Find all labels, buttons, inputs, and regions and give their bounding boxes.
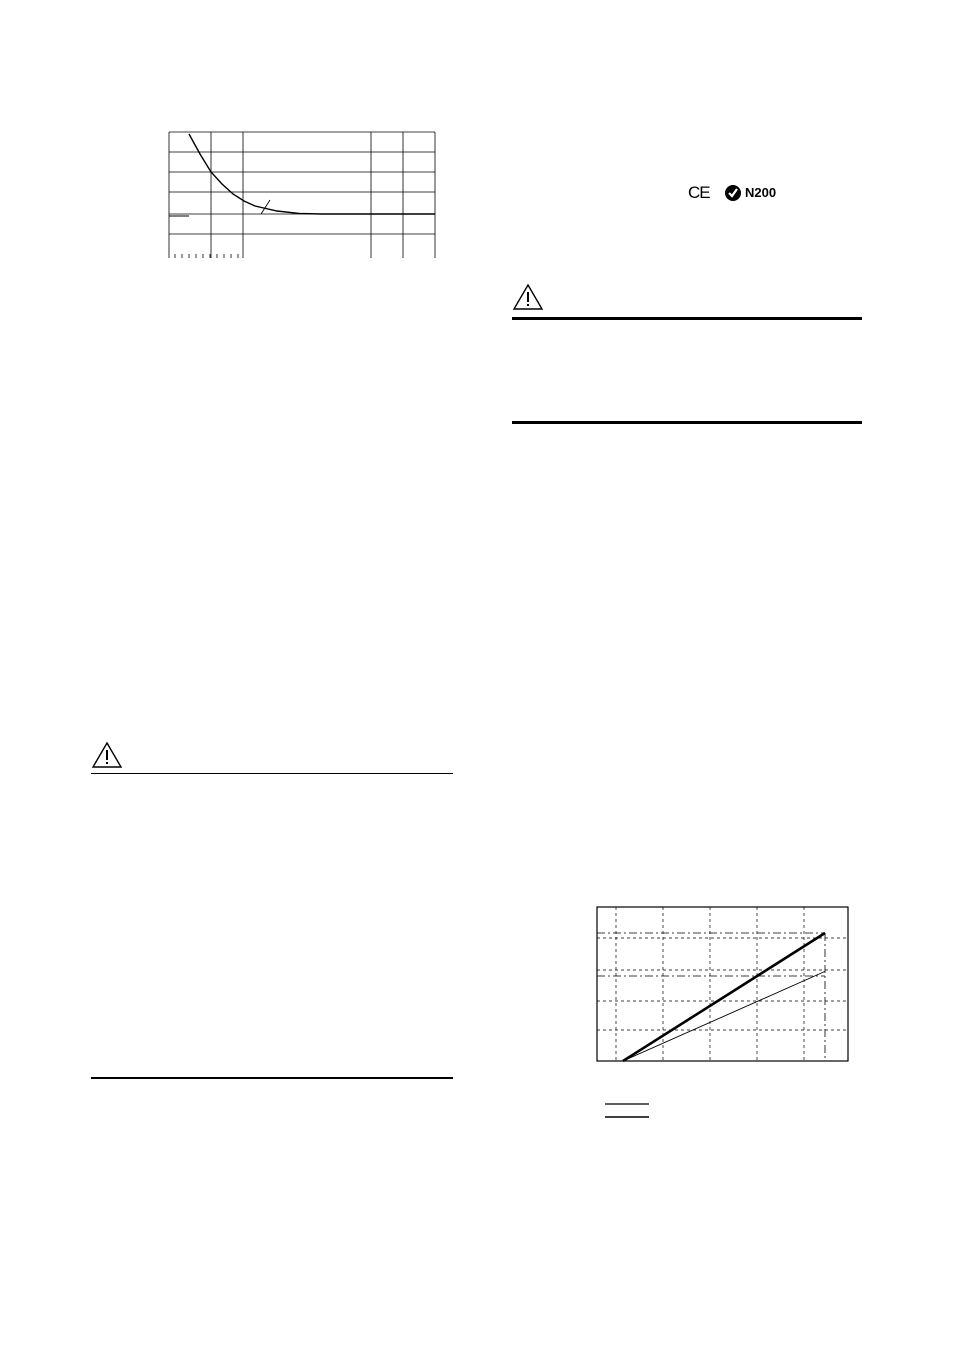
warning-triangle-icon <box>91 741 123 769</box>
warning-rule-top-left <box>91 773 453 774</box>
chart2-legend <box>603 1098 653 1120</box>
chart1-x-minor-ticks <box>175 254 238 258</box>
chart2-series <box>623 933 825 1061</box>
chart2-frame <box>597 907 848 1061</box>
chart2-grid <box>597 907 849 1061</box>
warning-rule-bottom-right <box>512 421 862 424</box>
chart2-series-line-thick <box>623 933 825 1061</box>
linear-comparison-chart <box>596 906 850 1062</box>
warning-rule-bottom-left <box>91 1077 453 1079</box>
warning-rule-top-right <box>512 317 862 320</box>
warning-triangle-icon <box>512 283 544 311</box>
ce-mark: CE <box>688 183 710 202</box>
chart1-grid <box>169 132 435 258</box>
c-tick-icon <box>724 184 742 202</box>
chart1-series-line <box>189 134 435 214</box>
ctick-number: N200 <box>745 185 777 200</box>
certification-marks <box>688 183 788 207</box>
chart2-series-line-thin <box>623 971 825 1061</box>
decay-curve-chart <box>165 128 440 263</box>
